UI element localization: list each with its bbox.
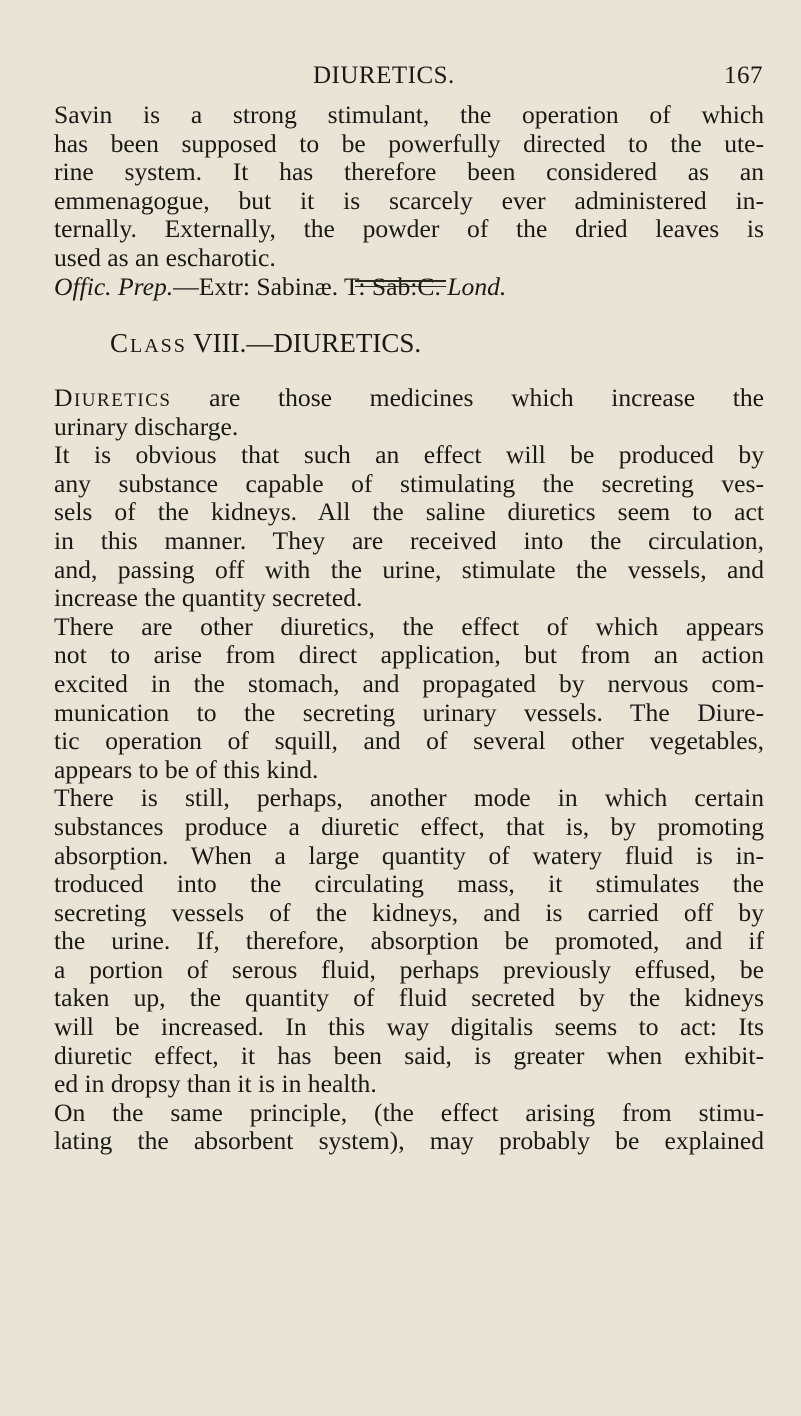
text-line: sels of the kidneys. All the saline diuretics seem to act: [54, 497, 764, 527]
running-head: [313, 62, 763, 98]
text-line: appears to be of this kind.: [54, 754, 319, 784]
definition-line: DIURETICS are those medicines which increase the: [54, 383, 764, 412]
text-line: taken up, the quantity of fluid secreted by the kidneys: [54, 983, 764, 1013]
text-line: There are other diuretics, the effect of which appears: [54, 611, 764, 641]
diuretics-text: [54, 384, 764, 1156]
text-line: the urine. If, therefore, absorption be promoted, and if: [54, 926, 764, 956]
text-line: lating the absorbent system), may probably be explained: [54, 1126, 764, 1156]
text-line: Savin is a strong stimulant, the operation of which: [54, 100, 764, 129]
text-line: emmenagogue, but it is scarcely ever administered in-: [54, 185, 764, 215]
page-number: 167: [724, 62, 763, 89]
offic-label: Offic. Prep.: [54, 271, 174, 301]
text-line: munication to the secreting urinary vessels. The Diure-: [54, 697, 764, 727]
offic-dash: —: [173, 271, 199, 301]
text-line: substances produce a diuretic effect, that is, by promoting: [54, 811, 764, 841]
text-line: a portion of serous fluid, perhaps previously effused, be: [54, 954, 764, 984]
text-line: not to arise from direct application, but from an action: [54, 640, 764, 670]
offic-lond: Lond.: [447, 271, 507, 301]
savin-paragraph: [54, 101, 764, 301]
text-line: It is obvious that such an effect will be produced by: [54, 440, 764, 470]
diuretics-word: DIURETICS: [54, 383, 172, 412]
text-line: in this manner. They are received into the circulation,: [54, 525, 764, 555]
text-line: ed in dropsy than it is in health.: [54, 1069, 377, 1099]
text-line: On the same principle, (the effect arising from stimu-: [54, 1097, 764, 1127]
text-line: used as an escharotic.: [54, 242, 276, 272]
text-line: There is still, perhaps, another mode in which certain: [54, 783, 764, 813]
text-line: increase the quantity secreted.: [54, 583, 363, 613]
text-line: diuretic effect, it has been said, is greater when exhibit-: [54, 1040, 764, 1070]
class-heading-text: VIII.—DIURETICS.: [186, 328, 422, 358]
class-word: CLASS: [110, 328, 187, 358]
text-line: ternally. Externally, the powder of the dried leaves is: [54, 214, 764, 244]
text-line: secreting vessels of the kidneys, and is carried off by: [54, 897, 764, 927]
text-line: excited in the stomach, and propagated by nervous com-: [54, 668, 764, 698]
text-line: has been supposed to be powerfully directed to the ute-: [54, 128, 764, 158]
text-line: any substance capable of stimulating the secreting ves-: [54, 468, 764, 498]
offic-text: Extr: Sabinæ. T: Sab:C.: [198, 271, 441, 301]
text-line: absorption. When a large quantity of watery fluid is in-: [54, 840, 764, 870]
text-line: will be increased. In this way digitalis seems to act: Its: [54, 1012, 764, 1042]
text-line: tic operation of squill, and of several other vegetables,: [54, 726, 764, 756]
section-rule: [355, 280, 446, 287]
text-line: troduced into the circulating mass, it stimulates the: [54, 869, 764, 899]
text-line: urinary discharge.: [54, 411, 239, 441]
text-line: and, passing off with the urine, stimulate the vessels, and: [54, 554, 764, 584]
running-title: DIURETICS.: [313, 62, 455, 89]
text-line: rine system. It has therefore been considered as an: [54, 157, 764, 187]
class-heading: [110, 328, 421, 359]
